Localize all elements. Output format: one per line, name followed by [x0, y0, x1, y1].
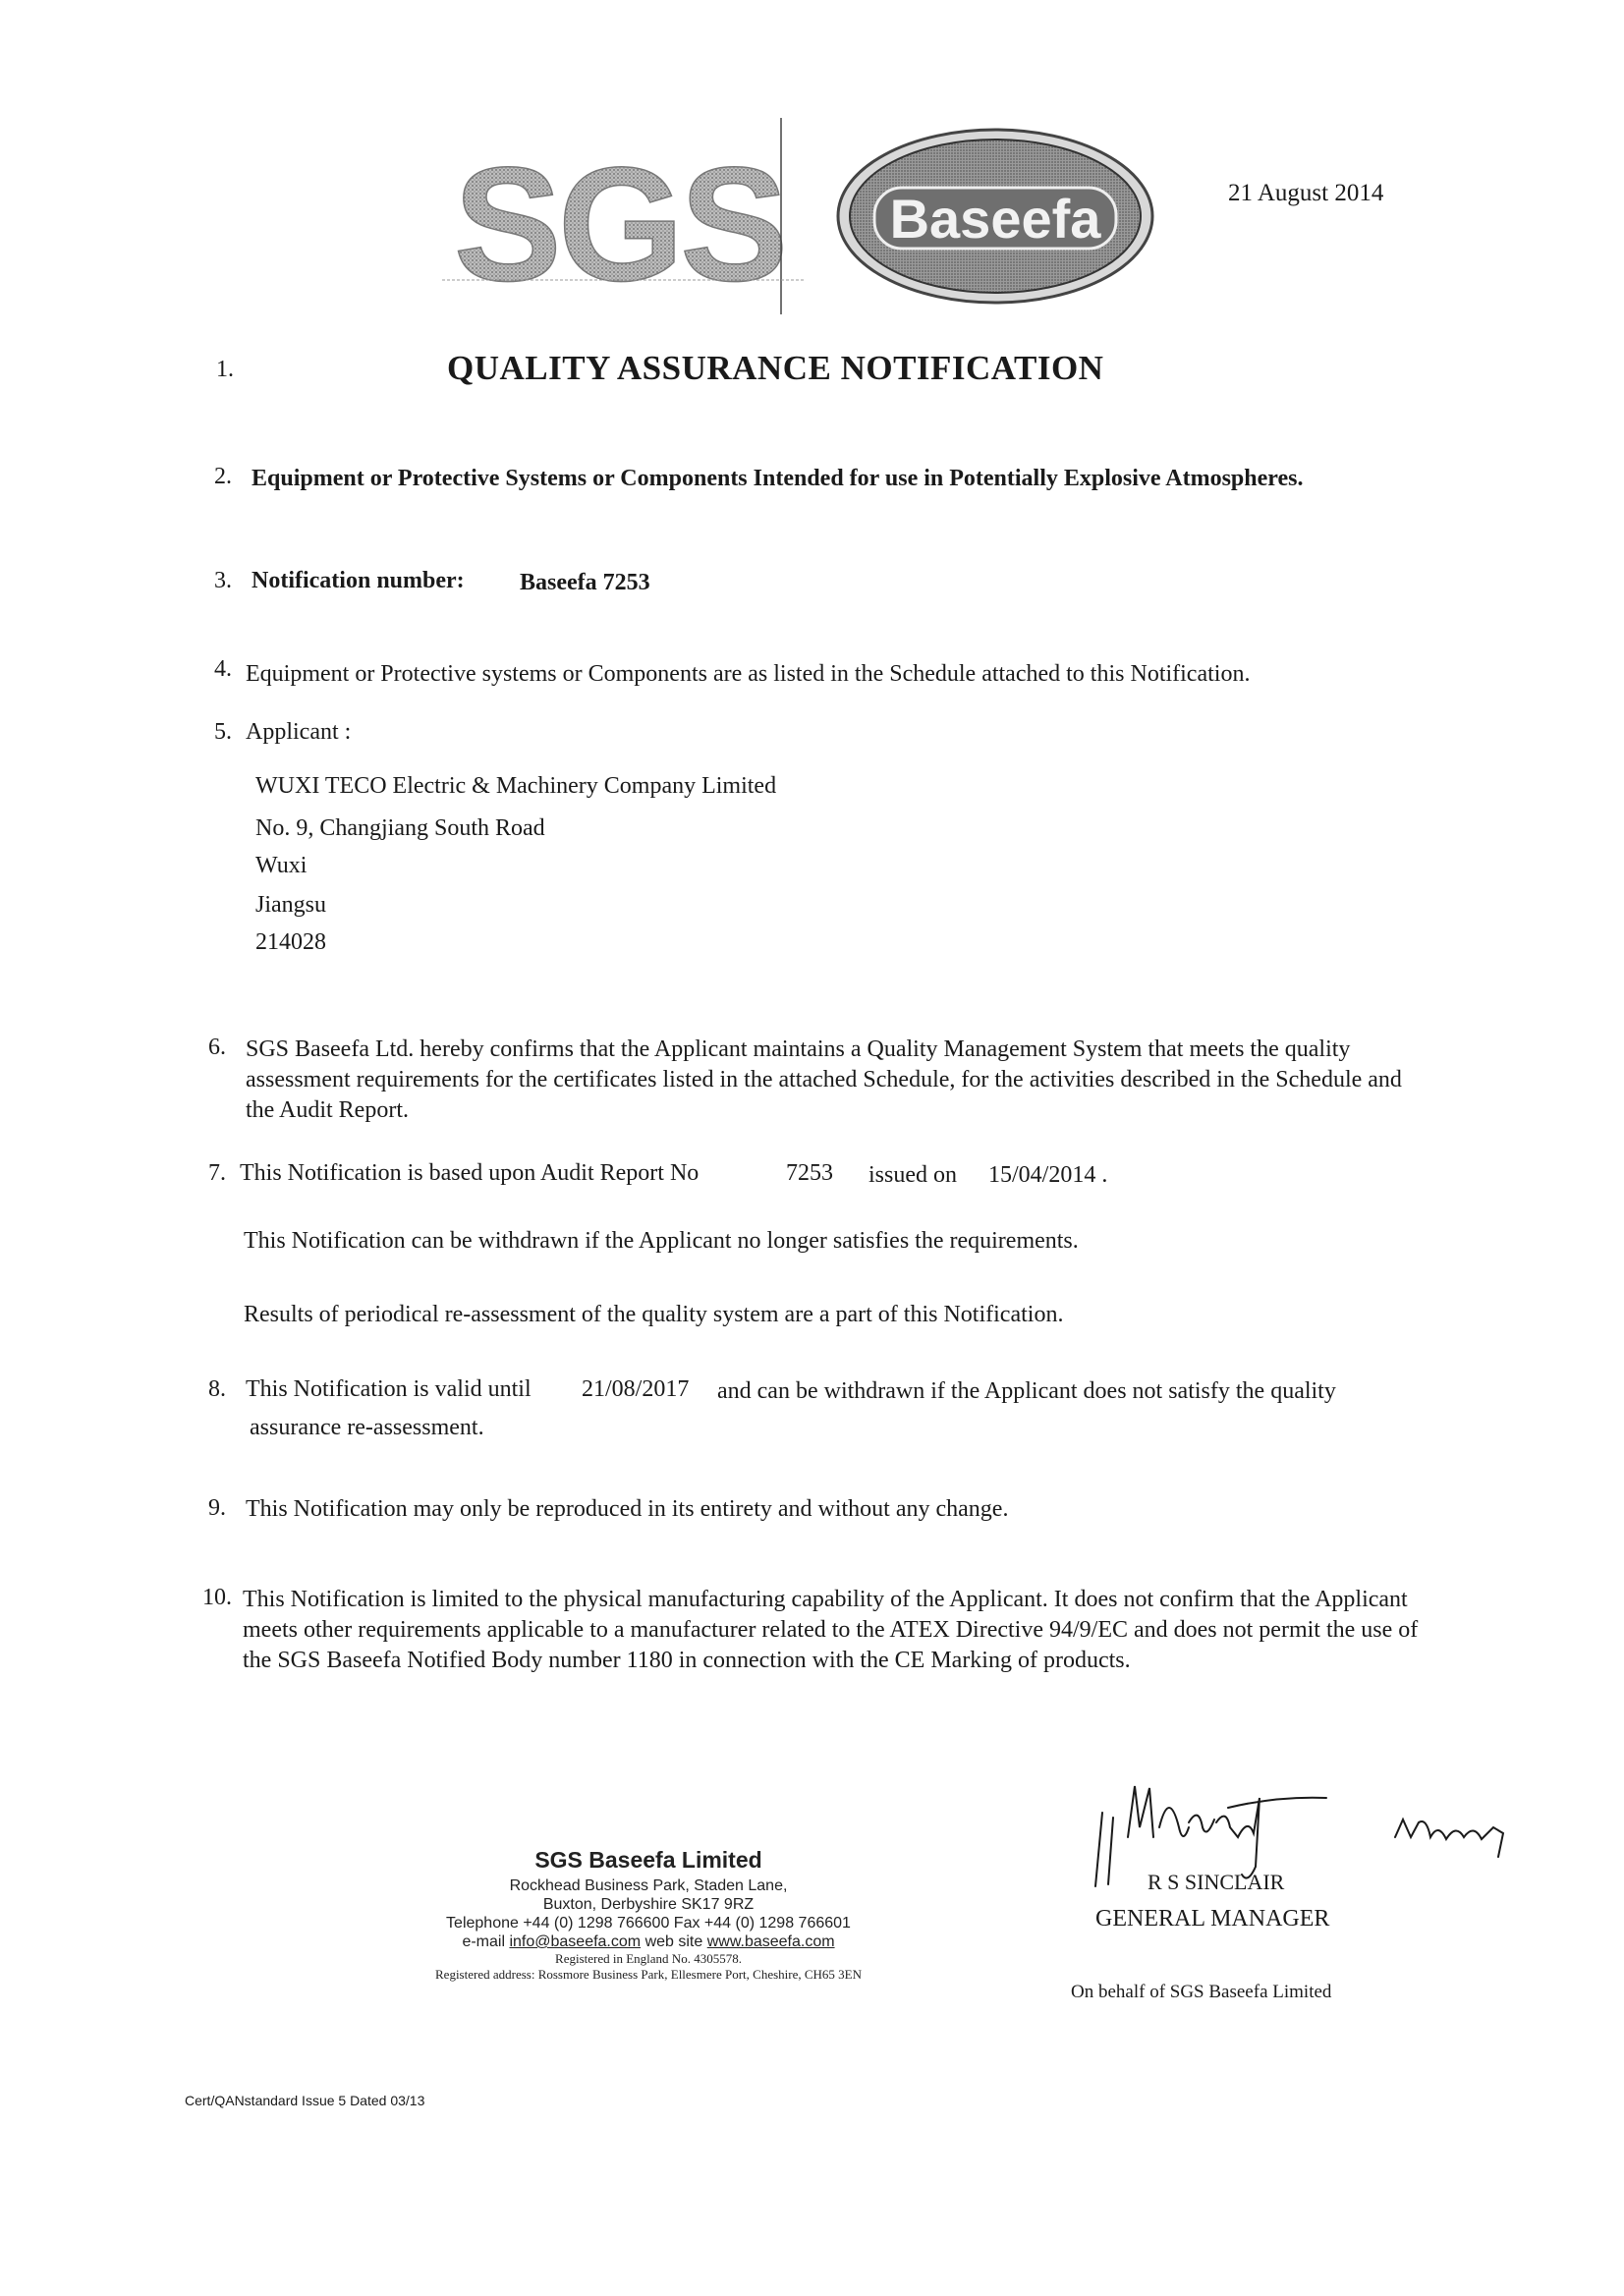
item-number-9: 9.: [208, 1495, 226, 1521]
item-7-issued-label: issued on: [868, 1162, 957, 1188]
applicant-label: Applicant :: [246, 719, 352, 745]
footer-address: [295, 1847, 1002, 1983]
footer-web-link[interactable]: www.baseefa.com: [706, 1933, 835, 1950]
item-number-3: 3.: [214, 568, 232, 593]
signer-name: R S SINCLAIR: [1148, 1870, 1285, 1894]
item-6-text: SGS Baseefa Ltd. hereby confirms that the Applicant maintains a Quality Management System that meets the quality assessment requirements for the certificates listed in the attached Schedule, for the activities described in the Schedule and the Audit Report.: [246, 1036, 1402, 1123]
footer-registered-address: Registered address: Rossmore Business Park, Ellesmere Port, Cheshire, CH65 3EN: [435, 1967, 862, 1982]
applicant-line: Wuxi: [255, 853, 308, 878]
notification-number-label: Notification number:: [252, 568, 465, 593]
item-number-4: 4.: [214, 656, 232, 682]
footer-address-line: Rockhead Business Park, Staden Lane,: [509, 1877, 788, 1894]
applicant-line: 214028: [255, 929, 326, 955]
item-10-text: This Notification is limited to the physical manufacturing capability of the Applicant. It does not confirm that the Applicant meets other requirements applicable to a manufacturer related to the ATEX Directive 94/9/EC and does not permit the use of the SGS Baseefa Notified Body number 1180 in connection with the CE Marking of products.: [243, 1587, 1419, 1673]
audit-report-number: 7253: [786, 1160, 833, 1186]
item-4-text: Equipment or Protective systems or Components are as listed in the Schedule attached to this Notification.: [246, 661, 1251, 687]
footer-contact: [295, 1932, 1002, 1951]
audit-issue-date: 15/04/2014 .: [988, 1162, 1108, 1188]
applicant-line: WUXI TECO Electric & Machinery Company Limited: [255, 773, 777, 799]
footer-email-label: e-mail: [462, 1933, 505, 1950]
item-2-text: Equipment or Protective Systems or Components Intended for use in Potentially Explosive Atmospheres.: [252, 466, 1304, 491]
svg-text:SGS: SGS: [453, 134, 785, 314]
notification-number-value: Baseefa 7253: [520, 570, 650, 595]
baseefa-logo: [833, 123, 1157, 309]
form-reference: Cert/QANstandard Issue 5 Dated 03/13: [185, 2093, 425, 2108]
applicant-line: Jiangsu: [255, 892, 326, 918]
item-number-10: 10.: [202, 1585, 232, 1610]
footer-email-link[interactable]: info@baseefa.com: [509, 1933, 642, 1950]
item-8-text-end: assurance re-assessment.: [250, 1415, 484, 1440]
item-number-1: 1.: [216, 357, 234, 382]
item-7-reassessment-note: Results of periodical re-assessment of the quality system are a part of this Notification.: [244, 1302, 1064, 1327]
item-number-8: 8.: [208, 1376, 226, 1402]
item-number-7: 7.: [208, 1160, 226, 1186]
sgs-logo: [432, 118, 806, 314]
footer-phone: Telephone +44 (0) 1298 766600 Fax +44 (0) 1298 766601: [446, 1915, 851, 1932]
item-8-text-cont: and can be withdrawn if the Applicant does not satisfy the quality: [717, 1378, 1336, 1404]
item-8-text: This Notification is valid until: [246, 1376, 532, 1402]
signer-behalf: On behalf of SGS Baseefa Limited: [1071, 1982, 1332, 2002]
item-9-text: This Notification may only be reproduced in its entirety and without any change.: [246, 1496, 1009, 1522]
page-title: QUALITY ASSURANCE NOTIFICATION: [447, 349, 1104, 387]
item-7-withdrawal-note: This Notification can be withdrawn if the Applicant no longer satisfies the requirements.: [244, 1228, 1079, 1254]
applicant-line: No. 9, Changjiang South Road: [255, 815, 545, 841]
footer-company-name: SGS Baseefa Limited: [534, 1847, 762, 1873]
footer-registered: Registered in England No. 4305578.: [555, 1951, 742, 1966]
item-number-2: 2.: [214, 464, 232, 489]
svg-text:Baseefa: Baseefa: [889, 188, 1101, 250]
valid-until-date: 21/08/2017: [582, 1376, 690, 1402]
document-date: 21 August 2014: [1228, 180, 1384, 206]
footer-web-label: web site: [644, 1933, 703, 1950]
item-number-5: 5.: [214, 719, 232, 745]
signer-role: GENERAL MANAGER: [1095, 1906, 1330, 1932]
item-7-text: This Notification is based upon Audit Report No: [240, 1160, 700, 1186]
item-number-6: 6.: [208, 1035, 226, 1060]
footer-address-line: Buxton, Derbyshire SK17 9RZ: [542, 1896, 755, 1913]
